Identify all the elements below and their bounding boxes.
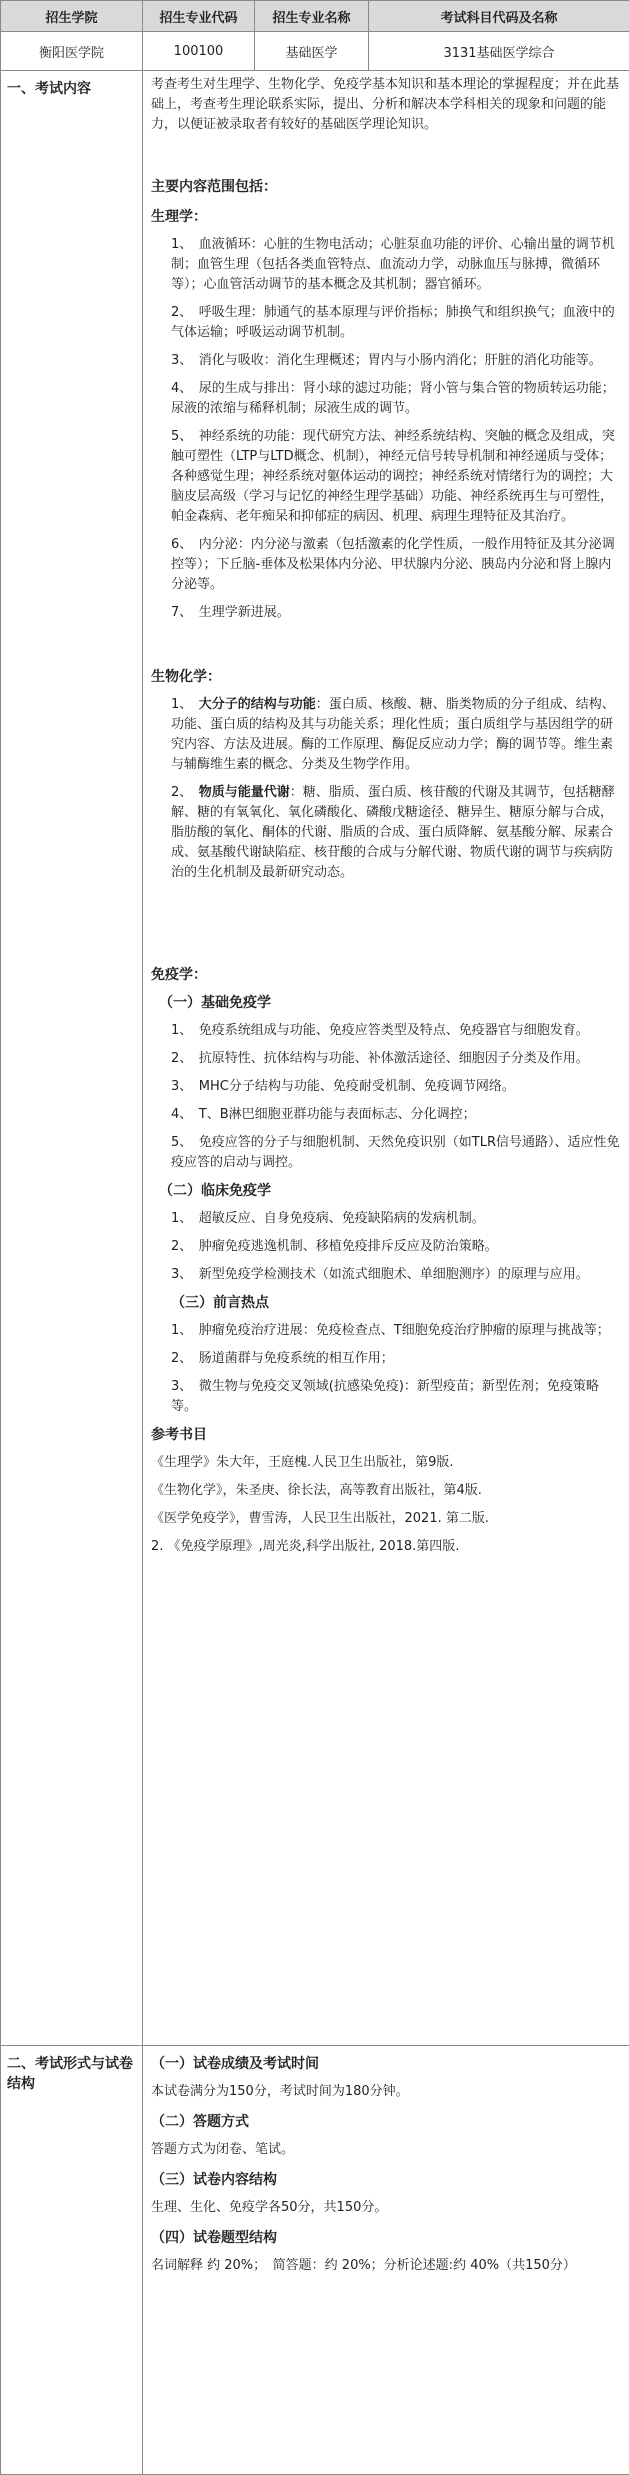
biochem-item-1-text: ：蛋白质、核酸、糖、脂类物质的分子组成、结构、功能、蛋白质的结构及其与功能关系；理化性质；蛋白质组学与基因组学的研究内容、方法及进展。酶的工作原理、酶促反应动力学；酶的调节等。维生素与辅酶维生素的概念、分类及生物学作用。 xyxy=(171,697,615,772)
reference-3: 《医学免疫学》，曹雪涛，人民卫生出版社，2021. 第二版. xyxy=(151,1511,489,1526)
section2-part4-title: （四）试卷题型结构 xyxy=(151,2230,277,2246)
biochem-item-2-num: 2、 xyxy=(171,785,186,800)
physiology-item-6: 6、 内分泌：内分泌与激素（包括激素的化学性质，一般作用特征及其分泌调控等）；下丘脑-垂体及松果体内分泌、甲状腺内分泌、胰岛内分泌和肾上腺内分泌等。 xyxy=(171,537,615,592)
header-exam: 考试科目代码及名称 xyxy=(369,1,629,32)
major-row xyxy=(1,32,629,71)
header-major-code: 招生专业代码 xyxy=(143,1,255,32)
immunology-frontier-title: （三）前言热点 xyxy=(171,1295,269,1311)
section2-part3-title: （三）试卷内容结构 xyxy=(151,2172,277,2188)
physiology-item-1: 1、 血液循环：心脏的生物电活动；心脏泵血功能的评价、心输出量的调节机制；血管生理（包括各类血管特点、血流动力学，动脉血压与脉搏，微循环等）；心血管活动调节的基本概念及其机制；器官循环。 xyxy=(171,237,615,292)
immunology-title: 免疫学： xyxy=(151,967,207,983)
references-title: 参考书目 xyxy=(151,1427,207,1443)
immunology-frontier-item-2: 2、 肠道菌群与免疫系统的相互作用； xyxy=(171,1351,394,1366)
college-cell: 衡阳医学院 xyxy=(1,32,143,71)
immunology-basic-item-3: 3、 MHC分子结构与功能、免疫耐受机制、免疫调节网络。 xyxy=(171,1079,515,1094)
biochem-item-1 xyxy=(151,695,621,775)
immunology-basic-item-4: 4、 T、B淋巴细胞亚群功能与表面标志、分化调控； xyxy=(171,1107,476,1122)
biochem-item-2-bold: 物质与能量代谢 xyxy=(185,785,290,800)
section2-part4-text: 名词解释 约 20%； 简答题：约 20%；分析论述题:约 40%（共150分） xyxy=(151,2258,576,2273)
immunology-frontier-item-1: 1、 肿瘤免疫治疗进展：免疫检查点、T细胞免疫治疗肿瘤的原理与挑战等； xyxy=(171,1323,610,1338)
biochem-item-1-num: 1、 xyxy=(171,697,186,712)
section2-part2-text: 答题方式为闭卷、笔试。 xyxy=(151,2142,295,2157)
major-name-cell: 基础医学 xyxy=(255,32,369,71)
immunology-clinical-item-3: 3、 新型免疫学检测技术（如流式细胞术、单细胞测序）的原理与应用。 xyxy=(171,1267,589,1282)
physiology-item-5: 5、 神经系统的功能：现代研究方法、神经系统结构、突触的概念及组成，突触可塑性（LTP与LTD概念、机制），神经元信号转导机制和神经递质与受体；各种感觉生理；神经系统对躯体运动的调控；神经系统对情绪行为的调控；大脑皮层高级（学习与记忆的神经生理学基础）功能、神经系统再生与可塑性，帕金森病、老年痴呆和抑郁症的病因、机理、病理生理特征及其治疗。 xyxy=(171,429,615,524)
scope-heading: 主要内容范围包括： xyxy=(151,179,277,195)
section2-part1-text: 本试卷满分为150分，考试时间为180分钟。 xyxy=(151,2084,409,2099)
immunology-frontier-item-3: 3、 微生物与免疫交叉领域(抗感染免疫)：新型疫苗；新型佐剂；免疫策略等。 xyxy=(171,1379,599,1414)
section2-part1-title: （一）试卷成绩及考试时间 xyxy=(151,2056,319,2072)
section1-content xyxy=(143,71,629,2046)
physiology-item-2: 2、 呼吸生理：肺通气的基本原理与评价指标；肺换气和组织换气；血液中的气体运输；呼吸运动调节机制。 xyxy=(171,305,615,340)
section2-part3-text: 生理、生化、免疫学各50分，共150分。 xyxy=(151,2200,388,2215)
biochem-item-2-text: ：糖、脂质、蛋白质、核苷酸的代谢及其调节，包括糖酵解、糖的有氧氧化、氧化磷酸化、磷酸戊糖途径、糖异生、糖原分解与合成，脂肪酸的氧化、酮体的代谢、脂质的合成、蛋白质降解、氨基酸分解、尿素合成、氨基酸代谢缺陷症、核苷酸的合成与分解代谢、物质代谢的调节与疾病防治的生化机制及最新研究动态。 xyxy=(171,785,615,880)
section2-content xyxy=(143,2046,629,2475)
immunology-clinical-item-1: 1、 超敏反应、自身免疫病、免疫缺陷病的发病机制。 xyxy=(171,1211,485,1226)
major-code-cell: 100100 xyxy=(143,32,255,71)
biochem-item-2 xyxy=(151,783,621,883)
immunology-clinical-item-2: 2、 肿瘤免疫逃逸机制、移植免疫排斥反应及防治策略。 xyxy=(171,1239,498,1254)
immunology-basic-item-2: 2、 抗原特性、抗体结构与功能、补体激活途径、细胞因子分类及作用。 xyxy=(171,1051,589,1066)
physiology-item-4: 4、 尿的生成与排出：肾小球的滤过功能；肾小管与集合管的物质转运功能；尿液的浓缩与稀释机制；尿液生成的调节。 xyxy=(171,381,615,416)
reference-2: 《生物化学》，朱圣庚、徐长法，高等教育出版社，第4版. xyxy=(151,1483,482,1498)
exam-cell: 3131基础医学综合 xyxy=(369,32,629,71)
header-college: 招生学院 xyxy=(1,1,143,32)
immunology-basic-item-5: 5、 免疫应答的分子与细胞机制、天然免疫识别（如TLR信号通路）、适应性免疫应答的启动与调控。 xyxy=(171,1135,620,1170)
physiology-item-3: 3、 消化与吸收：消化生理概述；胃内与小肠内消化；肝脏的消化功能等。 xyxy=(171,353,602,368)
immunology-basic-title: （一）基础免疫学 xyxy=(159,995,271,1011)
biochem-title: 生物化学： xyxy=(151,669,221,685)
section2-label: 二、考试形式与试卷结构 xyxy=(1,2046,143,2475)
section2-part2-title: （二）答题方式 xyxy=(151,2114,249,2130)
reference-1: 《生理学》朱大年，王庭槐.人民卫生出版社，第9版. xyxy=(151,1455,454,1470)
section1-label: 一、考试内容 xyxy=(1,71,143,2046)
immunology-basic-item-1: 1、 免疫系统组成与功能、免疫应答类型及特点、免疫器官与细胞发育。 xyxy=(171,1023,589,1038)
intro-paragraph: 考查考生对生理学、生物化学、免疫学基本知识和基本理论的掌握程度；并在此基础上，考查考生理论联系实际，提出、分析和解决本学科相关的现象和问题的能力，以便证被录取者有较好的基础医学理论知识。 xyxy=(151,77,620,132)
physiology-title: 生理学： xyxy=(151,209,207,225)
header-major-name: 招生专业名称 xyxy=(255,1,369,32)
section2-row xyxy=(1,2046,629,2475)
biochem-item-1-bold: 大分子的结构与功能 xyxy=(185,697,316,712)
section1-row xyxy=(1,71,629,2046)
physiology-item-7: 7、 生理学新进展。 xyxy=(171,605,290,620)
header-row xyxy=(1,1,629,32)
reference-4: 2. 《免疫学原理》,周光炎,科学出版社, 2018.第四版. xyxy=(151,1539,460,1554)
immunology-clinical-title: （二）临床免疫学 xyxy=(159,1183,271,1199)
